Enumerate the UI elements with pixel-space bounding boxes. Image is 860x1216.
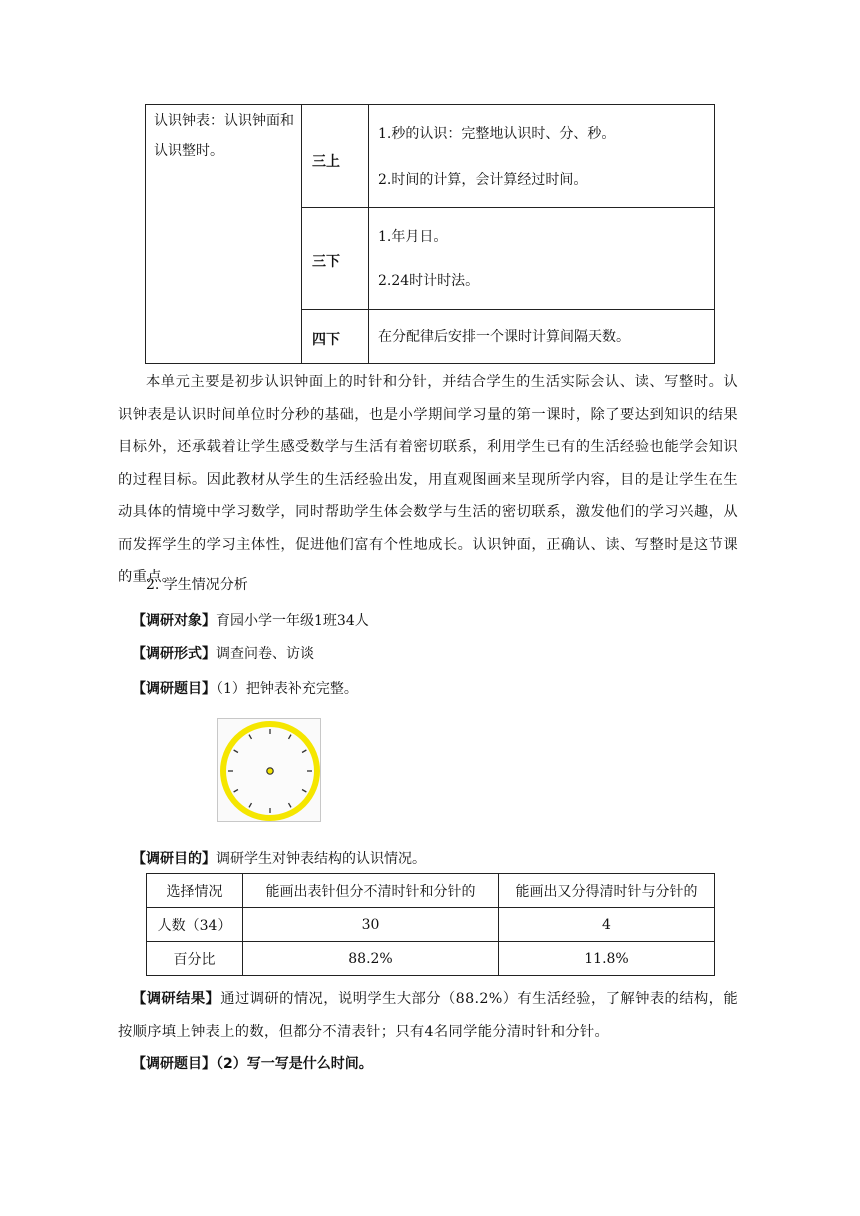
grade-label: 三下 <box>312 254 340 270</box>
survey-question-label: 【调研题目】 <box>132 681 216 697</box>
survey-question-text: （2）写一写是什么时间。 <box>216 1056 373 1072</box>
clock-icon <box>218 719 320 821</box>
body-paragraph: 本单元主要是初步认识钟面上的时针和分针，并结合学生的生活实际会认、读、写整时。认识钟表是认识时间单位时分秒的基础，也是小学期间学习量的第一课时，除了要达到知识的结果目标外，还承载着让学生感受数学与生活有着密切联系，利用学生已有的生活经验也能学会知识的过程目标。因此教材从学生的生活经验出发，用直观图画来呈现所学内容，目的是让学生在生动具体的情境中学习数学，同时帮助学生体会数学与生活的密切联系，激发他们的学习兴趣，从而发挥学生的学习主体性，促进他们富有个性地成长。认识钟面，正确认、读、写整时是这节课的重点。 <box>118 374 738 585</box>
survey-form-text: 调查问卷、访谈 <box>216 646 314 662</box>
table-divider <box>368 105 369 363</box>
table-divider <box>301 105 302 363</box>
table-divider <box>301 309 714 310</box>
survey-result <box>118 983 738 1048</box>
survey-object-label: 【调研对象】 <box>132 613 216 629</box>
survey-purpose-label: 【调研目的】 <box>132 851 216 867</box>
grade-label: 四下 <box>312 332 340 348</box>
survey-purpose <box>132 848 426 868</box>
table-header: 能画出表针但分不清时针和分针的 <box>243 874 499 908</box>
survey-table <box>146 873 715 976</box>
table-cell: 30 <box>243 908 499 942</box>
table-cell: 11.8% <box>499 942 715 976</box>
survey-object <box>132 610 369 630</box>
table-header: 能画出又分得清时针与分针的 <box>499 874 715 908</box>
survey-question-1 <box>132 678 358 698</box>
survey-result-text: 通过调研的情况，说明学生大部分（88.2%）有生活经验，了解钟表的结构，能按顺序填上钟表上的数，但都分不清表针；只有4名同学能分清时针和分针。 <box>118 991 738 1040</box>
survey-result-label: 【调研结果】 <box>132 991 221 1007</box>
table-item: 1.年月日。 <box>378 229 448 245</box>
survey-form <box>132 643 314 663</box>
table-item: 2.时间的计算，会计算经过时间。 <box>378 172 588 188</box>
curriculum-table <box>145 104 715 364</box>
survey-question-text: （1）把钟表补充完整。 <box>216 681 358 697</box>
table-row <box>147 908 715 942</box>
table-header: 选择情况 <box>147 874 243 908</box>
table-row <box>147 942 715 976</box>
table-item: 2.24时计时法。 <box>378 273 480 289</box>
survey-form-label: 【调研形式】 <box>132 646 216 662</box>
clock-figure <box>217 718 321 822</box>
table-cell: 88.2% <box>243 942 499 976</box>
table-cell: 人数（34） <box>147 908 243 942</box>
table-item: 在分配律后安排一个课时计算间隔天数。 <box>378 329 630 345</box>
survey-purpose-text: 调研学生对钟表结构的认识情况。 <box>216 851 426 867</box>
table-item: 1.秒的认识：完整地认识时、分、秒。 <box>378 126 616 142</box>
table-cell-topic: 认识钟表：认识钟面和认识整时。 <box>154 113 294 159</box>
table-divider <box>301 207 714 208</box>
survey-question-label: 【调研题目】 <box>132 1056 216 1072</box>
table-cell: 百分比 <box>147 942 243 976</box>
section-heading: 2. 学生情况分析 <box>146 577 248 593</box>
clock-center <box>267 768 273 774</box>
grade-label: 三上 <box>312 154 340 170</box>
table-cell: 4 <box>499 908 715 942</box>
survey-question-2 <box>132 1053 373 1073</box>
survey-object-text: 育园小学一年级1班34人 <box>216 613 369 629</box>
table-header-row <box>147 874 715 908</box>
